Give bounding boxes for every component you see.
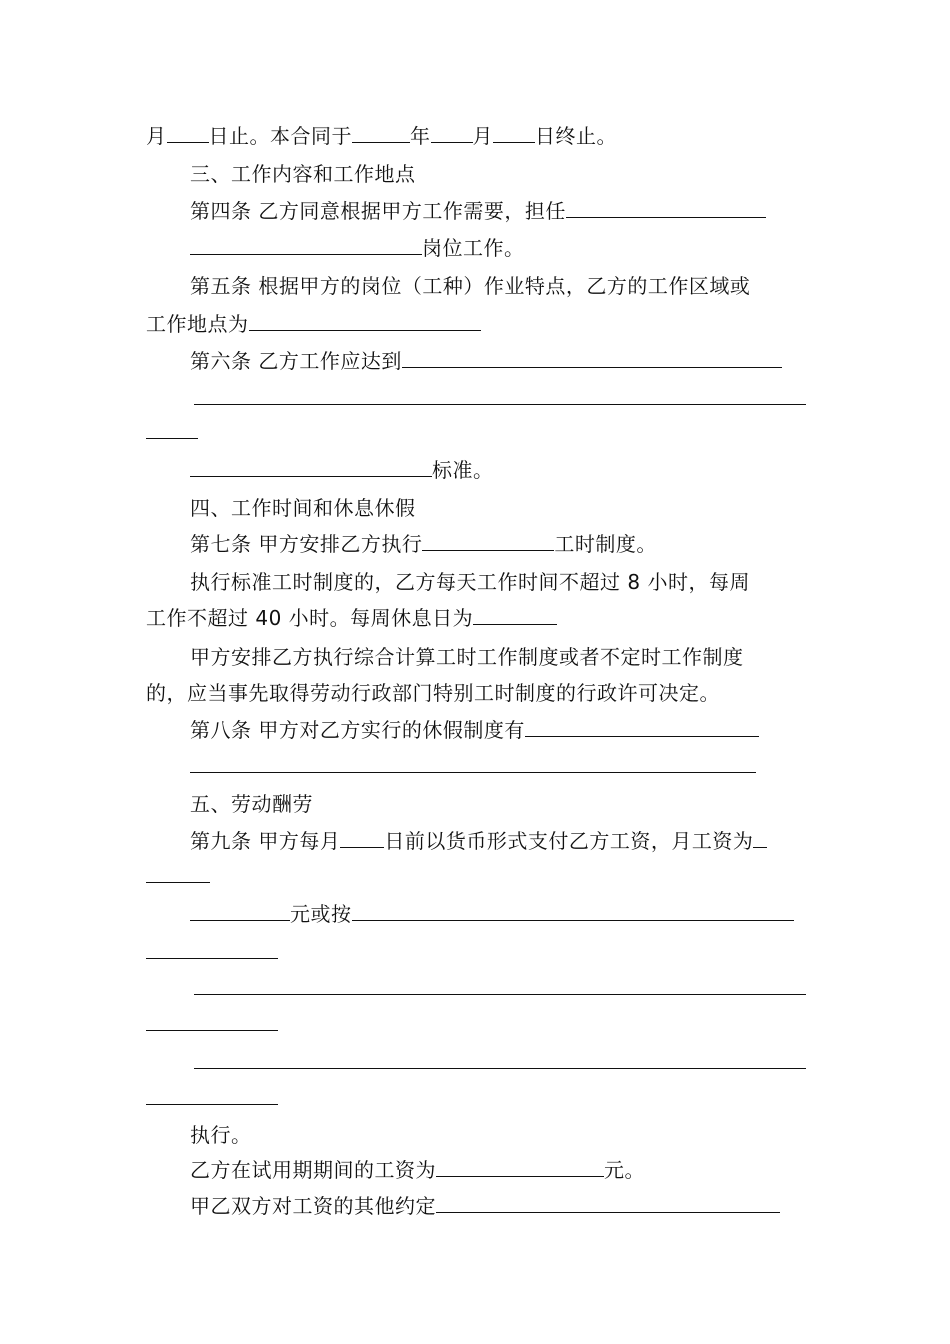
article-6-end: 标准。 <box>190 458 494 482</box>
blank-monthly-wage-2[interactable] <box>146 864 210 888</box>
blank-standard-line-3[interactable] <box>146 420 198 444</box>
blank-leave-system[interactable] <box>525 718 759 737</box>
blank-position-2[interactable] <box>190 236 422 255</box>
section-heading-5: 五、劳动酬劳 <box>190 792 313 816</box>
blank-trial-wage[interactable] <box>436 1158 604 1177</box>
blank-leave-system-2[interactable] <box>190 754 756 778</box>
blank-rest-day[interactable] <box>473 606 557 625</box>
blank-month[interactable] <box>431 124 473 143</box>
article-9-cont: 元或按 <box>190 902 794 926</box>
flex-hours-para: 甲方安排乙方执行综合计算工时工作制度或者不定时工作制度 <box>190 645 744 669</box>
execute-text: 执行。 <box>190 1123 252 1147</box>
article-7: 第七条 甲方安排乙方执行 工时制度。 <box>190 532 657 556</box>
blank-wage-method-2[interactable] <box>146 940 278 964</box>
blank-day-2[interactable] <box>493 124 535 143</box>
blank-wage-method-5[interactable] <box>194 1050 806 1074</box>
other-wage-line: 甲乙双方对工资的其他约定 <box>190 1194 780 1218</box>
standard-hours-para-2: 工作不超过 40 小时。每周休息日为 <box>146 606 557 630</box>
article-8: 第八条 甲方对乙方实行的休假制度有 <box>190 718 759 742</box>
blank-other-agreement[interactable] <box>436 1194 780 1213</box>
blank-wage-method[interactable] <box>352 902 794 921</box>
article-5: 第五条 根据甲方的岗位（工种）作业特点，乙方的工作区域或 <box>190 274 751 298</box>
line-term-end: 月 日止。本合同于 年 月 日终止。 <box>146 124 617 148</box>
flex-hours-para-2: 的，应当事先取得劳动行政部门特别工时制度的行政许可决定。 <box>146 681 720 705</box>
blank-standard-line-2[interactable] <box>194 386 806 410</box>
blank-year[interactable] <box>352 124 410 143</box>
blank-monthly-wage[interactable] <box>753 829 767 848</box>
blank-wage-method-3[interactable] <box>194 976 806 1000</box>
blank-position[interactable] <box>566 199 766 218</box>
standard-hours-para: 执行标准工时制度的，乙方每天工作时间不超过 8 小时，每周 <box>190 570 750 594</box>
section-heading-3: 三、工作内容和工作地点 <box>190 162 416 186</box>
article-5-cont: 工作地点为 <box>146 312 481 336</box>
blank-wage-method-4[interactable] <box>146 1012 278 1036</box>
blank-work-location[interactable] <box>249 312 481 331</box>
blank-standard[interactable] <box>402 349 782 368</box>
article-4-cont: 岗位工作。 <box>190 236 525 260</box>
blank-wage-method-6[interactable] <box>146 1086 278 1110</box>
blank-day[interactable] <box>167 124 209 143</box>
trial-wage-line: 乙方在试用期期间的工资为 元。 <box>190 1158 645 1182</box>
section-heading-4: 四、工作时间和休息休假 <box>190 496 416 520</box>
blank-pay-day[interactable] <box>340 829 384 848</box>
article-9: 第九条 甲方每月 日前以货币形式支付乙方工资，月工资为 <box>190 829 767 853</box>
article-6: 第六条 乙方工作应达到 <box>190 349 782 373</box>
article-4: 第四条 乙方同意根据甲方工作需要，担任 <box>190 199 766 223</box>
blank-hours-system[interactable] <box>422 532 554 551</box>
blank-standard-4[interactable] <box>190 458 432 477</box>
blank-wage-amount[interactable] <box>190 902 290 921</box>
